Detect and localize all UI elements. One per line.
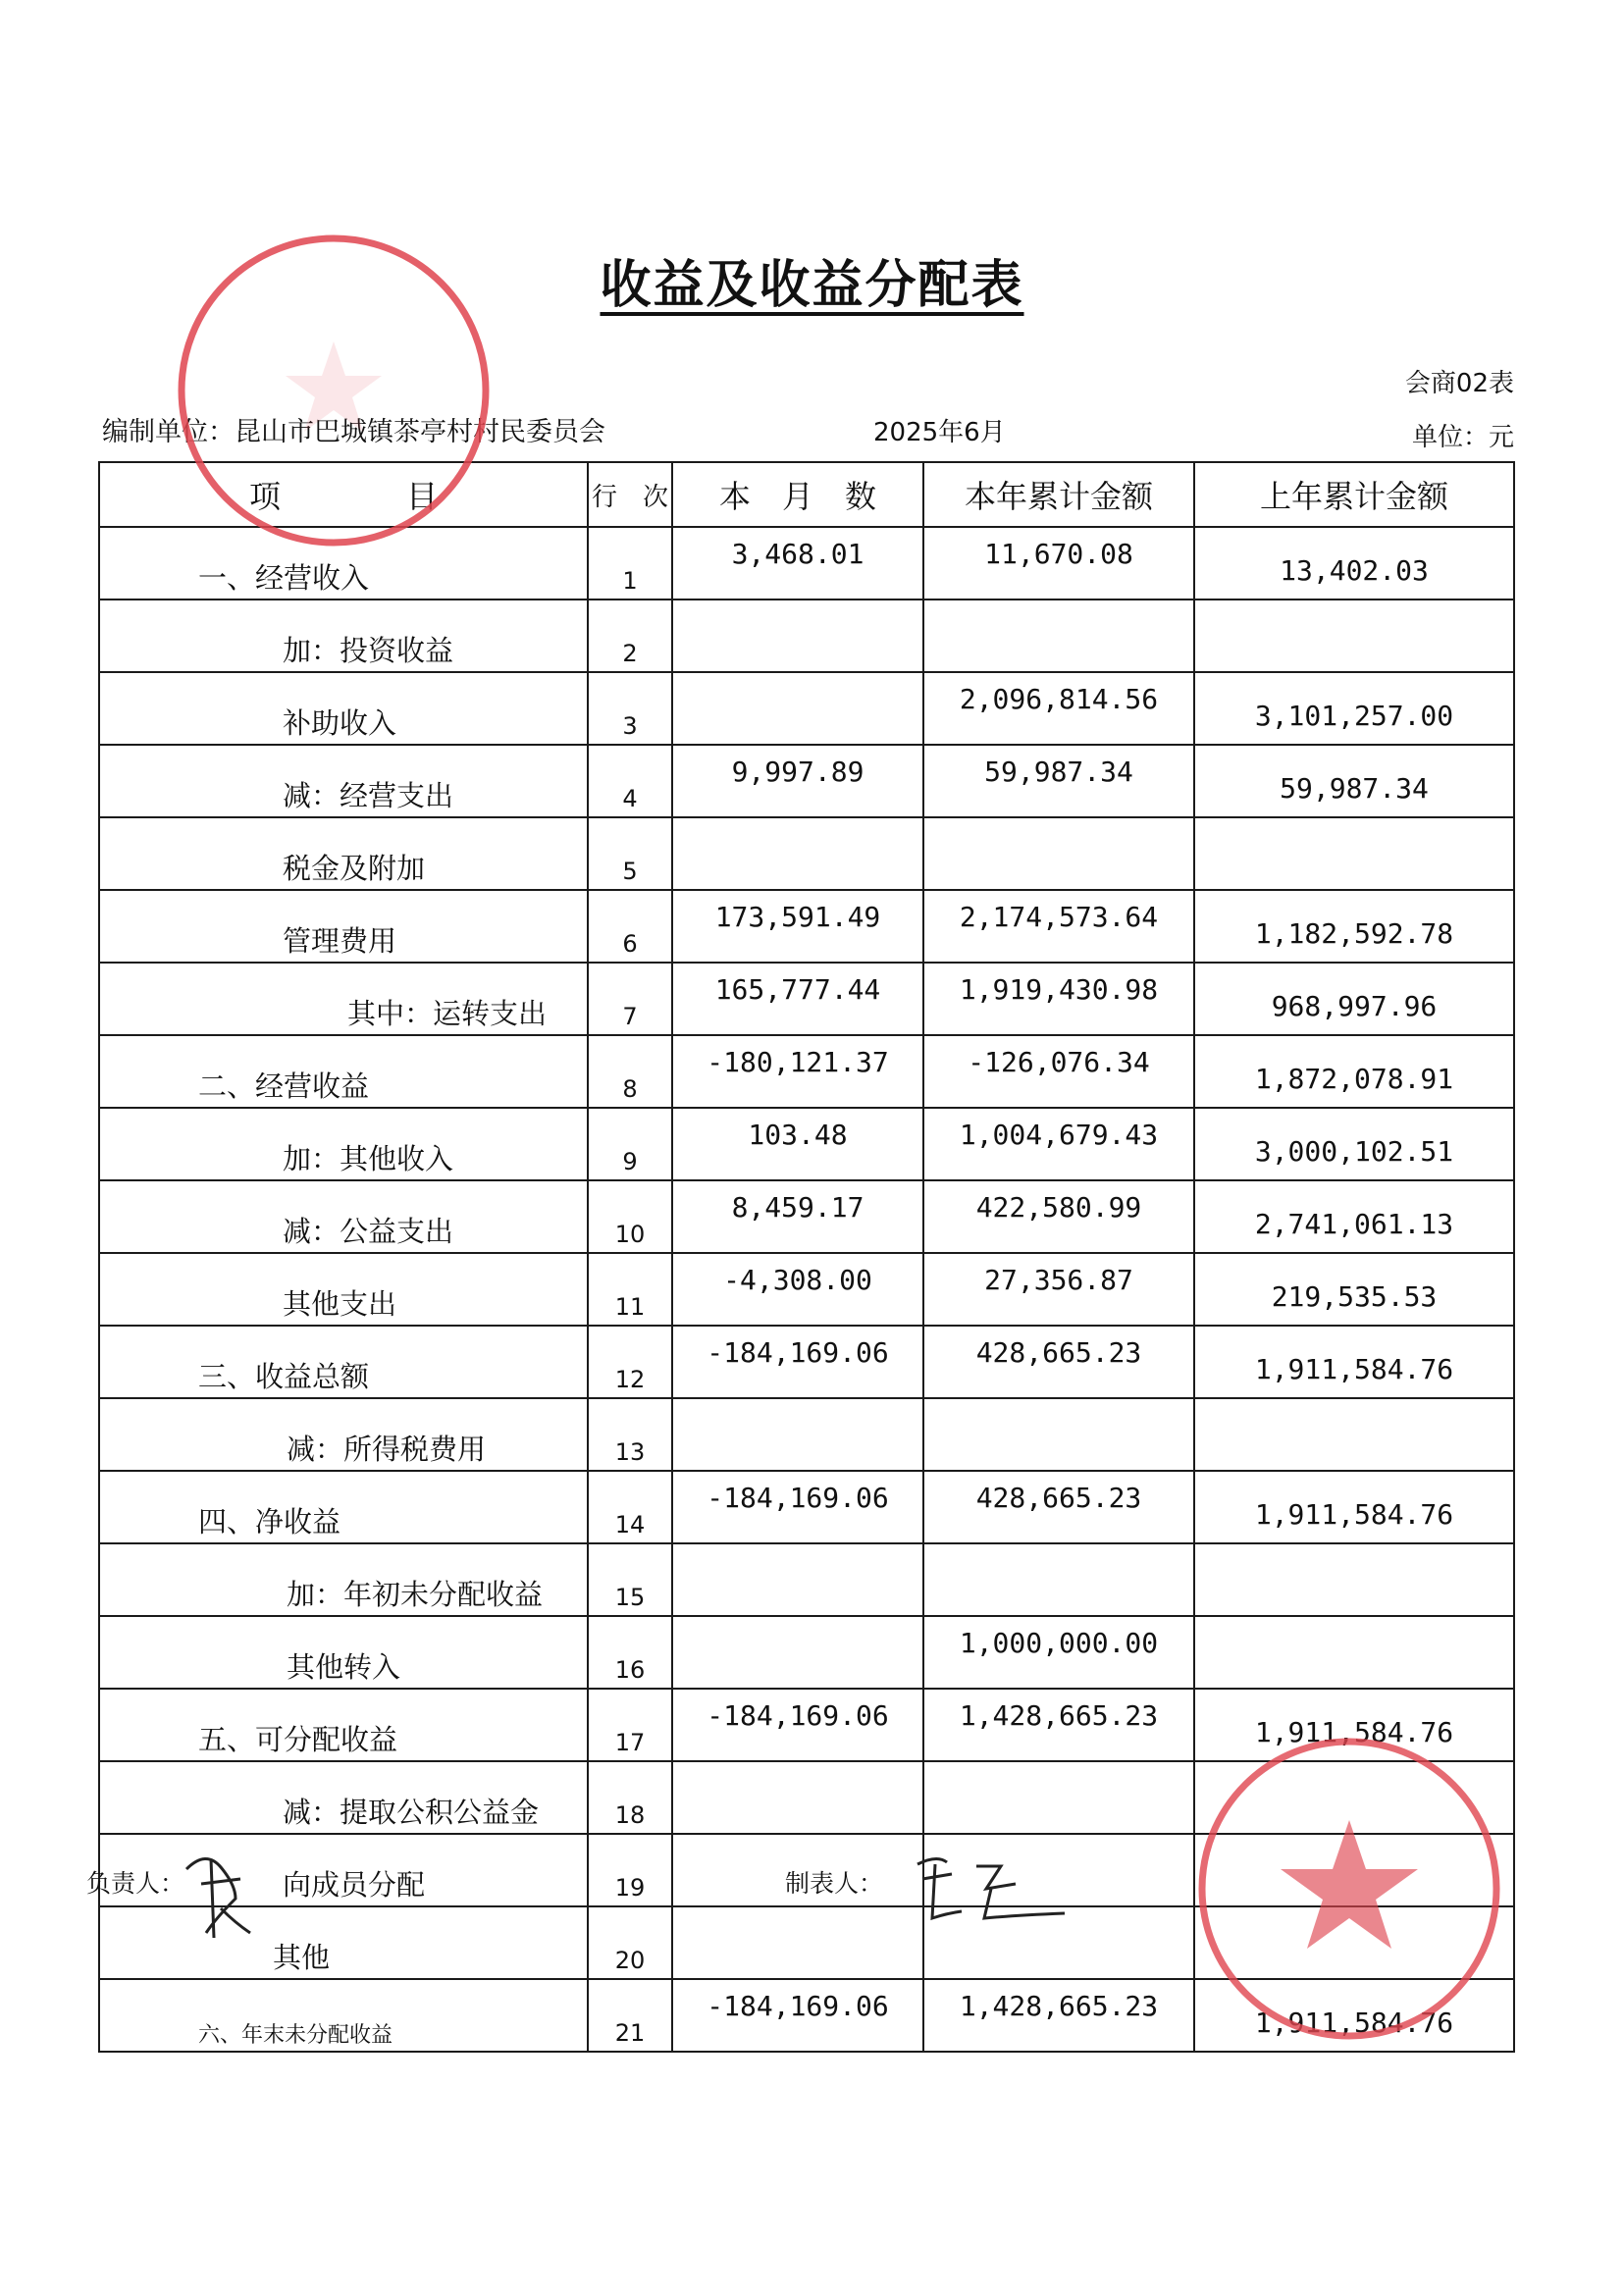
- row-current-month-value: -4,308.00: [672, 1253, 923, 1326]
- row-current-month-value: 9,997.89: [672, 745, 923, 817]
- row-line-number: 17: [588, 1689, 672, 1761]
- row-current-month-value: -184,169.06: [672, 1471, 923, 1543]
- row-label: 补助收入: [283, 706, 397, 740]
- row-line-number: 3: [588, 672, 672, 745]
- row-item-cell: [99, 1326, 588, 1398]
- row-item-cell: [99, 1689, 588, 1761]
- row-current-month-value: [672, 600, 923, 672]
- row-item-cell: [99, 1108, 588, 1180]
- row-label: 其中：运转支出: [347, 997, 548, 1030]
- row-ytd-value: [923, 600, 1194, 672]
- row-prior-year-value: [1194, 1616, 1514, 1689]
- preparer-signature: [908, 1845, 1074, 1933]
- row-line-number: 20: [588, 1906, 672, 1979]
- row-label: 加：其他收入: [283, 1142, 454, 1175]
- row-ytd-value: 2,174,573.64: [923, 890, 1194, 963]
- row-item-cell: [99, 1398, 588, 1471]
- header-ytd: 本年累计金额: [923, 462, 1194, 527]
- row-line-number: 13: [588, 1398, 672, 1471]
- row-current-month-value: [672, 1761, 923, 1834]
- row-label: 一、经营收入: [198, 561, 370, 595]
- row-current-month-value: -184,169.06: [672, 1979, 923, 2052]
- row-ytd-value: 1,004,679.43: [923, 1108, 1194, 1180]
- row-current-month-value: [672, 817, 923, 890]
- row-prior-year-value: 968,997.96: [1194, 963, 1514, 1035]
- header-item: 项 目: [99, 462, 588, 527]
- row-prior-year-value: [1194, 1543, 1514, 1616]
- row-ytd-value: 422,580.99: [923, 1180, 1194, 1253]
- row-line-number: 10: [588, 1180, 672, 1253]
- village-supervision-seal: [1187, 1727, 1511, 2051]
- row-prior-year-value: 13,402.03: [1194, 527, 1514, 600]
- preparer-unit: 编制单位：昆山市巴城镇茶亭村村民委员会: [102, 417, 605, 447]
- row-prior-year-value: 1,911,584.76: [1194, 1689, 1514, 1761]
- row-line-number: 11: [588, 1253, 672, 1326]
- row-ytd-value: [923, 1543, 1194, 1616]
- row-label: 减：所得税费用: [287, 1433, 487, 1466]
- document-title: 收益及收益分配表: [600, 256, 1024, 315]
- row-label: 管理费用: [283, 924, 397, 958]
- row-prior-year-value: 3,000,102.51: [1194, 1108, 1514, 1180]
- row-label: 其他支出: [283, 1287, 397, 1321]
- row-current-month-value: -184,169.06: [672, 1689, 923, 1761]
- row-prior-year-value: 1,911,584.76: [1194, 1979, 1514, 2052]
- row-current-month-value: [672, 672, 923, 745]
- row-item-cell: [99, 1761, 588, 1834]
- row-label: 三、收益总额: [198, 1360, 370, 1393]
- row-prior-year-value: [1194, 1398, 1514, 1471]
- row-line-number: 2: [588, 600, 672, 672]
- row-prior-year-value: 2,741,061.13: [1194, 1180, 1514, 1253]
- row-current-month-value: [672, 1906, 923, 1979]
- row-ytd-value: 11,670.08: [923, 527, 1194, 600]
- row-label: 减：经营支出: [283, 779, 454, 812]
- table-row: [99, 745, 1514, 817]
- row-line-number: 15: [588, 1543, 672, 1616]
- row-item-cell: [99, 963, 588, 1035]
- row-ytd-value: 1,428,665.23: [923, 1979, 1194, 2052]
- header-prior-year: 上年累计金额: [1194, 462, 1514, 527]
- row-item-cell: [99, 672, 588, 745]
- row-label: 六、年末未分配收益: [198, 2023, 393, 2048]
- row-item-cell: [99, 1180, 588, 1253]
- row-current-month-value: [672, 1616, 923, 1689]
- row-label: 减：提取公积公益金: [283, 1796, 540, 1829]
- row-item-cell: [99, 1616, 588, 1689]
- row-label: 五、可分配收益: [198, 1723, 398, 1756]
- row-ytd-value: [923, 1761, 1194, 1834]
- row-item-cell: [99, 1471, 588, 1543]
- row-ytd-value: 428,665.23: [923, 1326, 1194, 1398]
- row-label: 税金及附加: [283, 852, 426, 885]
- table-row: [99, 1253, 1514, 1326]
- row-current-month-value: 8,459.17: [672, 1180, 923, 1253]
- preparer-label: 制表人：: [785, 1869, 884, 1898]
- table-row: [99, 963, 1514, 1035]
- header-current-month: 本 月 数: [672, 462, 923, 527]
- row-prior-year-value: 59,987.34: [1194, 745, 1514, 817]
- row-prior-year-value: 1,911,584.76: [1194, 1471, 1514, 1543]
- row-ytd-value: 428,665.23: [923, 1471, 1194, 1543]
- row-line-number: 6: [588, 890, 672, 963]
- row-line-number: 19: [588, 1834, 672, 1906]
- table-row: [99, 1543, 1514, 1616]
- header-line: 行 次: [588, 462, 672, 527]
- row-label: 其他转入: [287, 1650, 401, 1684]
- row-item-cell: [99, 600, 588, 672]
- report-period: 2025年6月: [873, 418, 1006, 447]
- row-label: 向成员分配: [283, 1868, 426, 1902]
- row-prior-year-value: 219,535.53: [1194, 1253, 1514, 1326]
- row-current-month-value: 103.48: [672, 1108, 923, 1180]
- row-label: 二、经营收益: [198, 1069, 370, 1103]
- row-prior-year-value: [1194, 817, 1514, 890]
- form-code: 会商02表: [1404, 369, 1514, 398]
- row-item-cell: [99, 890, 588, 963]
- village-committee-seal: [167, 224, 500, 557]
- row-ytd-value: 1,919,430.98: [923, 963, 1194, 1035]
- row-line-number: 8: [588, 1035, 672, 1108]
- row-label: 其他: [273, 1941, 331, 1974]
- row-current-month-value: -180,121.37: [672, 1035, 923, 1108]
- row-prior-year-value: 3,101,257.00: [1194, 672, 1514, 745]
- row-prior-year-value: [1194, 600, 1514, 672]
- row-ytd-value: 1,000,000.00: [923, 1616, 1194, 1689]
- row-line-number: 5: [588, 817, 672, 890]
- table-row: [99, 600, 1514, 672]
- row-line-number: 14: [588, 1471, 672, 1543]
- table-row: [99, 1326, 1514, 1398]
- table-row: [99, 1035, 1514, 1108]
- currency-unit: 单位：元: [1411, 423, 1514, 452]
- row-item-cell: [99, 817, 588, 890]
- row-line-number: 4: [588, 745, 672, 817]
- row-line-number: 7: [588, 963, 672, 1035]
- row-line-number: 12: [588, 1326, 672, 1398]
- row-ytd-value: 2,096,814.56: [923, 672, 1194, 745]
- row-line-number: 1: [588, 527, 672, 600]
- row-label: 四、净收益: [198, 1505, 341, 1538]
- row-current-month-value: 165,777.44: [672, 963, 923, 1035]
- row-ytd-value: -126,076.34: [923, 1035, 1194, 1108]
- table-row: [99, 1398, 1514, 1471]
- row-prior-year-value: 1,911,584.76: [1194, 1326, 1514, 1398]
- table-row: [99, 1471, 1514, 1543]
- responsible-person-label: 负责人：: [86, 1869, 185, 1898]
- row-ytd-value: 1,428,665.23: [923, 1689, 1194, 1761]
- row-item-cell: [99, 745, 588, 817]
- row-current-month-value: 173,591.49: [672, 890, 923, 963]
- responsible-signature: [167, 1840, 265, 1948]
- row-label: 加：年初未分配收益: [287, 1578, 544, 1611]
- table-row: [99, 1616, 1514, 1689]
- row-line-number: 21: [588, 1979, 672, 2052]
- row-item-cell: [99, 1253, 588, 1326]
- row-item-cell: [99, 1979, 588, 2052]
- table-row: [99, 1180, 1514, 1253]
- row-line-number: 18: [588, 1761, 672, 1834]
- row-prior-year-value: 1,182,592.78: [1194, 890, 1514, 963]
- row-ytd-value: [923, 1398, 1194, 1471]
- table-row: [99, 672, 1514, 745]
- row-label: 加：投资收益: [283, 634, 454, 667]
- row-ytd-value: 59,987.34: [923, 745, 1194, 817]
- row-prior-year-value: 1,872,078.91: [1194, 1035, 1514, 1108]
- row-line-number: 9: [588, 1108, 672, 1180]
- row-ytd-value: [923, 817, 1194, 890]
- table-row: [99, 817, 1514, 890]
- row-item-cell: [99, 1035, 588, 1108]
- table-row: [99, 890, 1514, 963]
- row-line-number: 16: [588, 1616, 672, 1689]
- row-current-month-value: -184,169.06: [672, 1326, 923, 1398]
- table-row: [99, 1108, 1514, 1180]
- row-ytd-value: 27,356.87: [923, 1253, 1194, 1326]
- row-item-cell: [99, 1543, 588, 1616]
- row-label: 减：公益支出: [283, 1215, 454, 1248]
- row-current-month-value: [672, 1398, 923, 1471]
- row-current-month-value: 3,468.01: [672, 527, 923, 600]
- row-current-month-value: [672, 1543, 923, 1616]
